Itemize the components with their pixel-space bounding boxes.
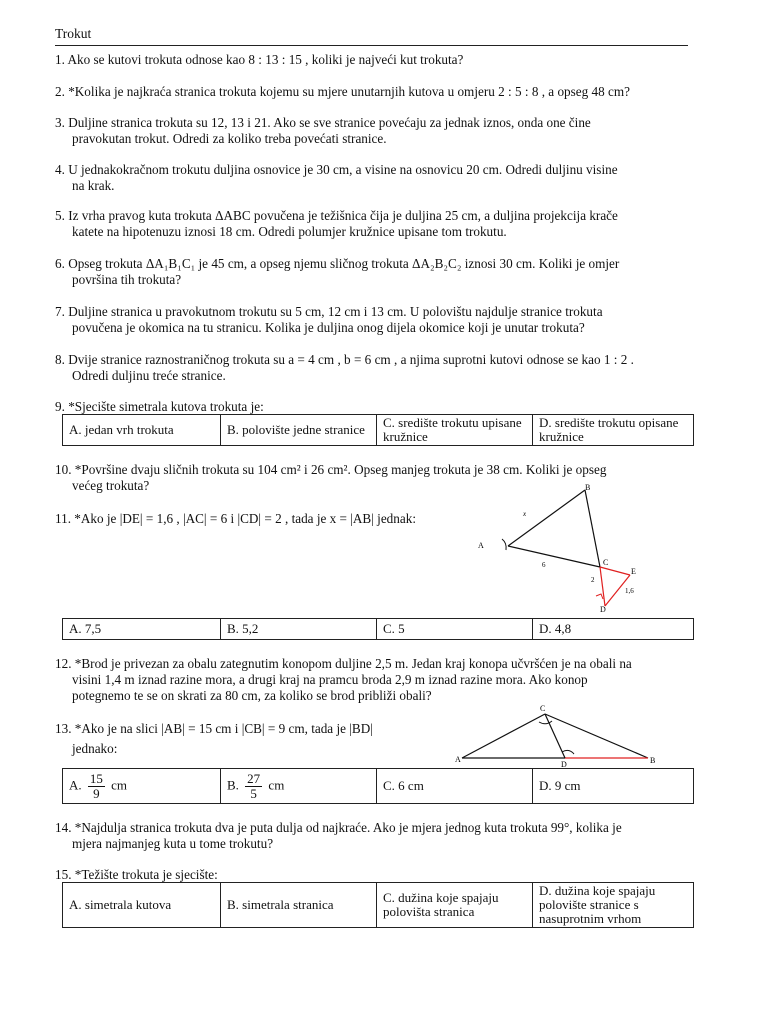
question-3: [55, 115, 705, 147]
question-13-line2: jednako:: [72, 741, 118, 756]
question-8: [55, 352, 705, 384]
question-9: [55, 399, 705, 415]
option-c[interactable]: C. 5: [377, 619, 533, 640]
question-8-line2: Odredi duljinu treće stranice.: [72, 368, 226, 383]
question-14: [55, 820, 705, 852]
question-13-options: [62, 768, 694, 804]
question-6-line2: površina tih trokuta?: [72, 272, 182, 287]
question-6-line1: 6. Opseg trokuta ΔA₁B₁C₁ je 45 cm, a opseg njemu sličnog trokuta ΔA₂B₂C₂ iznosi 30 cm. Koliki je omjer: [55, 256, 620, 271]
segment-ac: [508, 546, 600, 567]
question-3-line2: pravokutan trokut. Odredi za koliko treba povećati stranice.: [72, 131, 387, 146]
title-divider: [55, 45, 688, 46]
question-11-figure: [470, 480, 670, 615]
option-d[interactable]: D. 4,8: [533, 619, 694, 640]
label-a: A: [455, 755, 461, 764]
page-title: Trokut: [55, 26, 92, 41]
segment-ce: [600, 567, 630, 575]
question-12-line2: visini 1,4 m iznad razine mora, a drugi kraj na pramcu broda 2,9 m iznad razine mora. Ako konop: [72, 672, 588, 687]
segment-cd: [545, 714, 565, 758]
option-a[interactable]: A. $\frac{15}{9}$ cm: [63, 769, 221, 804]
label-c: C: [540, 704, 546, 713]
option-b[interactable]: B. polovište jedne stranice: [221, 415, 377, 446]
question-4-line2: na krak.: [72, 178, 115, 193]
question-5-line2: katete na hipotenuzu iznosi 18 cm. Odredi polumjer kružnice upisane tom trokutu.: [72, 224, 507, 239]
segment-cd: [600, 567, 605, 606]
question-4: [55, 162, 705, 194]
option-b[interactable]: B. $\frac{27}{5}$ cm: [221, 769, 377, 804]
question-9-options: [62, 414, 694, 446]
question-4-line1: 4. U jednakokračnom trokutu duljina osnovice je 30 cm, a visine na osnovicu 20 cm. Odredi duljinu visine: [55, 162, 618, 177]
segment-ac: [462, 714, 545, 758]
option-d[interactable]: D. 9 cm: [533, 769, 694, 804]
label-x: x: [523, 510, 527, 518]
label-d: D: [600, 605, 606, 614]
question-8-line1: 8. Dvije stranice raznostraničnog trokuta su a = 4 cm , b = 6 cm , a njima suprotni kutovi odnose se kao 1 : 2 .: [55, 352, 634, 367]
question-14-line2: mjera najmanjeg kuta u tome trokutu?: [72, 836, 274, 851]
fraction-15-9: $\frac{15}{9}$: [89, 770, 103, 801]
angle-a-arc: [502, 539, 506, 550]
question-13: [55, 721, 455, 757]
question-14-line1: 14. *Najdulja stranica trokuta dva je puta dulja od najkraće. Ako je mjera jednog kuta trokuta 99°, kolika je: [55, 820, 622, 835]
option-a[interactable]: A. 7,5: [63, 619, 221, 640]
question-2: [55, 84, 705, 100]
question-11: [55, 511, 475, 527]
question-11-text: 11. *Ako je |DE| = 1,6 , |AC| = 6 i |CD| = 2 , tada je x = |AB| jednak:: [55, 511, 416, 526]
label-b: B: [585, 483, 591, 492]
option-a[interactable]: A. jedan vrh trokuta: [63, 415, 221, 446]
question-1: [55, 52, 705, 68]
label-c: C: [603, 558, 609, 567]
option-a[interactable]: A. simetrala kutova: [63, 883, 221, 928]
question-6: [55, 256, 705, 288]
question-9-text: 9. *Sjecište simetrala kutova trokuta je:: [55, 399, 264, 414]
question-12-line1: 12. *Brod je privezan za obalu zategnutim konopom duljine 2,5 m. Jedan kraj konopa učvršćen je na obali na: [55, 656, 632, 671]
question-7: [55, 304, 705, 336]
question-12: [55, 656, 705, 704]
question-15-options: [62, 882, 694, 928]
question-10-line1: 10. *Površine dvaju sličnih trokuta su 104 cm² i 26 cm². Opseg manjeg trokuta je 38 cm. Koliki je opseg: [55, 462, 607, 477]
angle-d-arc: [596, 594, 603, 599]
fraction-27-5: $\frac{27}{5}$: [247, 770, 261, 801]
label-a: A: [478, 541, 484, 550]
option-b[interactable]: B. simetrala stranica: [221, 883, 377, 928]
option-d[interactable]: D. središte trokutu opisane kružnice: [533, 415, 694, 446]
question-10-line2: većeg trokuta?: [72, 478, 150, 493]
label-b: B: [650, 756, 656, 765]
question-7-line2: povučena je okomica na tu stranicu. Kolika je duljina onog dijela okomice koji je unutar trokuta?: [72, 320, 585, 335]
question-13-line1: 13. *Ako je na slici |AB| = 15 cm i |CB| = 9 cm, tada je |BD|: [55, 721, 373, 736]
label-ac: 6: [542, 561, 546, 569]
option-d[interactable]: D. dužina koje spajaju polovište stranice s nasuprotnim vrhom: [533, 883, 694, 928]
question-13-figure: [450, 700, 660, 770]
question-1-text: 1. Ako se kutovi trokuta odnose kao 8 : 13 : 15 , koliki je najveći kut trokuta?: [55, 52, 464, 67]
option-b[interactable]: B. 5,2: [221, 619, 377, 640]
question-5: [55, 208, 705, 240]
segment-ab: [508, 490, 585, 546]
question-7-line1: 7. Duljine stranica u pravokutnom trokutu su 5 cm, 12 cm i 13 cm. U polovištu najdulje stranice trokuta: [55, 304, 603, 319]
label-de: 1,6: [625, 587, 634, 595]
segment-cb: [545, 714, 648, 758]
question-2-text: 2. *Kolika je najkraća stranica trokuta kojemu su mjere unutarnjih kutova u omjeru 2 : 5 : 8 , a opseg 48 cm?: [55, 84, 630, 99]
label-cd: 2: [591, 576, 595, 584]
question-15-text: 15. *Težište trokuta je sjecište:: [55, 867, 218, 882]
option-c[interactable]: C. središte trokutu upisane kružnice: [377, 415, 533, 446]
angle-c-arc: [539, 721, 552, 724]
segment-bc: [585, 490, 600, 567]
label-e: E: [631, 567, 636, 576]
angle-d-arc: [562, 750, 574, 754]
question-5-line1: 5. Iz vrha pravog kuta trokuta ΔABC povučena je težišnica čija je duljina 25 cm, a duljina projekcija krače: [55, 208, 618, 223]
question-3-line1: 3. Duljine stranica trokuta su 12, 13 i 21. Ako se sve stranice povećaju za jednak iznos, onda one čine: [55, 115, 591, 130]
option-c[interactable]: C. dužina koje spajaju polovišta stranica: [377, 883, 533, 928]
question-12-line3: potegnemo te se on skrati za 80 cm, za koliko se brod približi obali?: [72, 688, 432, 703]
question-15: [55, 867, 705, 883]
question-11-options: [62, 618, 694, 640]
option-c[interactable]: C. 6 cm: [377, 769, 533, 804]
label-d: D: [561, 760, 567, 769]
